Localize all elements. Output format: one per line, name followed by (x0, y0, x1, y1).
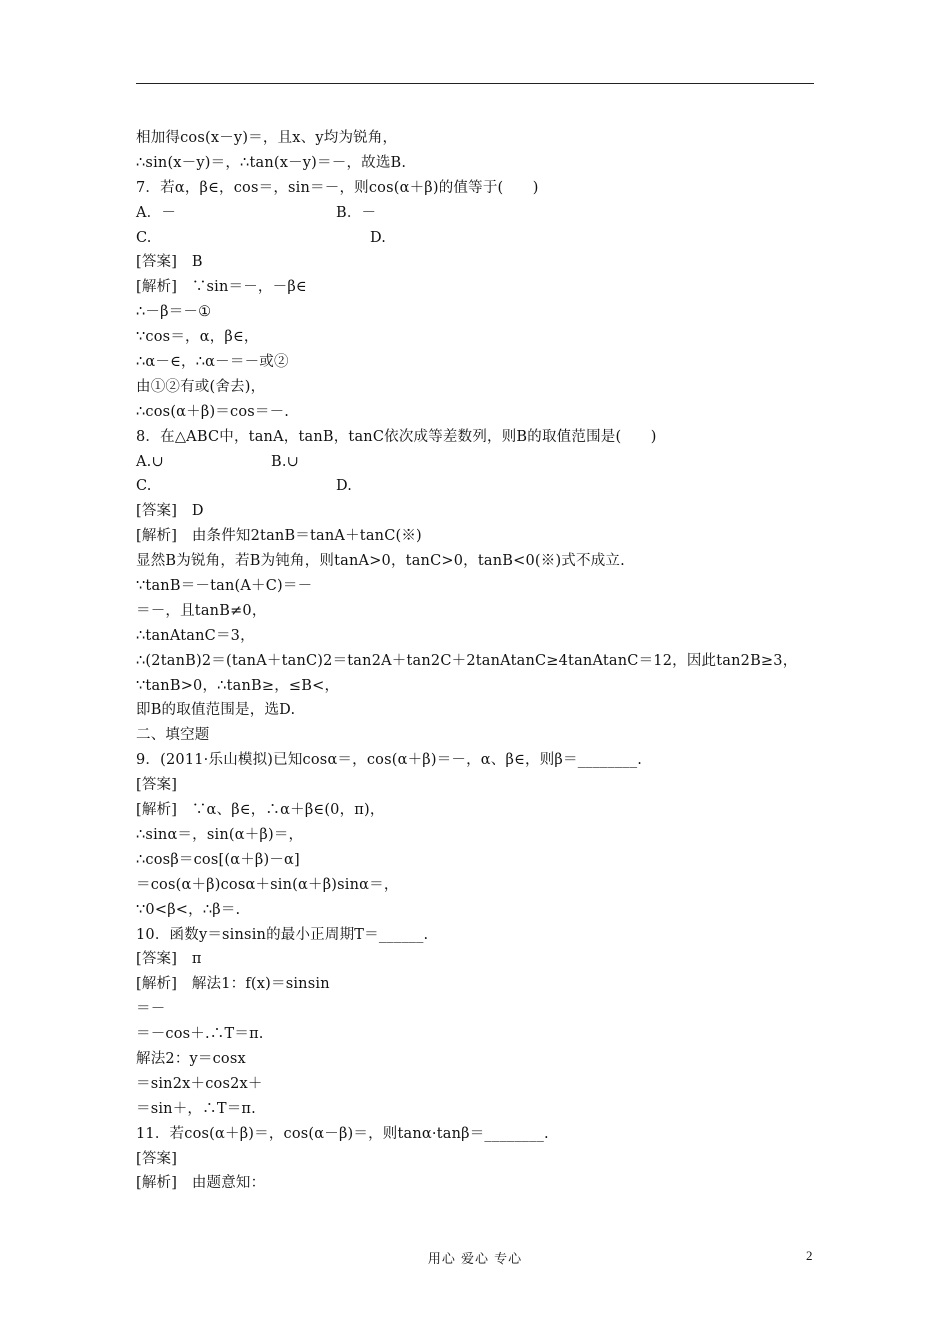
text-line: 10．函数y＝sinsin的最小正周期T＝______. (136, 926, 429, 943)
page-number: 2 (806, 1248, 813, 1263)
choice-row (136, 474, 836, 499)
text-line: [解析] ∵α、β∈，∴α＋β∈(0，π)， (136, 802, 385, 819)
text-line: ＝sin2x＋cos2x＋ (136, 1075, 263, 1092)
choice-option: C. (136, 229, 152, 246)
text-line: [答案] D (136, 503, 204, 520)
document-body (136, 126, 836, 1196)
text-line: 7．若α，β∈，cos＝，sin＝－，则cos(α＋β)的值等于( ) (136, 179, 539, 196)
choice-row (136, 226, 836, 251)
text-line: ∴cos(α＋β)＝cos＝－. (136, 403, 290, 420)
text-line: 相加得cos(x－y)＝，且x、y均为锐角， (136, 130, 398, 146)
text-line: 二、填空题 (136, 727, 210, 744)
text-line: [解析] 解法1：f(x)＝sinsin (136, 976, 330, 993)
text-line: ∵tanB＝－tan(A＋C)＝－ (136, 578, 313, 595)
text-line: 8．在△ABC中，tanA，tanB，tanC依次成等差数列，则B的取值范围是( ) (136, 428, 657, 445)
text-line: ＝－，且tanB≠0， (136, 602, 267, 619)
text-line: 显然B为锐角，若B为钝角，则tanA>0，tanC>0，tanB<0(※)式不成立. (136, 553, 625, 570)
text-line: [答案] π (136, 951, 202, 968)
choice-option: B.∪ (271, 453, 300, 470)
header-rule (136, 83, 814, 84)
text-line: ∵cos＝，α，β∈， (136, 329, 259, 346)
text-line: ＝－ (136, 1001, 166, 1018)
text-line: 即B的取值范围是，选D. (136, 702, 296, 719)
text-line: [解析] 由条件知2tanB＝tanA＋tanC(※) (136, 528, 422, 545)
choice-row (136, 201, 836, 226)
text-line: ＝－cos＋.∴T＝π. (136, 1026, 264, 1043)
choice-row (136, 450, 836, 475)
text-line: 由①②有或(舍去)， (136, 378, 266, 395)
choice-option: B．－ (336, 204, 377, 221)
text-line: ∵0<β<，∴β＝. (136, 901, 241, 918)
text-line: [解析] 由题意知： (136, 1175, 266, 1192)
footer-motto: 用心 爱心 专心 (427, 1252, 523, 1267)
text-line: ∴sin(x－y)＝，∴tan(x－y)＝－，故选B. (136, 154, 407, 171)
choice-option: C. (136, 478, 152, 495)
choice-option: D. (370, 229, 387, 246)
text-line: ∴α－∈，∴α－＝－或② (136, 354, 289, 371)
choice-option: A.∪ (136, 453, 164, 470)
text-line: ∴cosβ＝cos[(α＋β)－α] (136, 851, 300, 868)
text-line: [解析] ∵sin＝－，－β∈ (136, 279, 307, 296)
text-line: ＝sin＋，∴T＝π. (136, 1100, 256, 1117)
text-line: ∴tanAtanC＝3， (136, 627, 255, 644)
choice-option: A．－ (136, 204, 177, 221)
text-line: [答案] B (136, 254, 203, 271)
text-line: ＝cos(α＋β)cosα＋sin(α＋β)sinα＝， (136, 876, 399, 893)
text-line: 解法2：y＝cosx (136, 1050, 246, 1067)
text-line: ∴(2tanB)2＝(tanA＋tanC)2＝tan2A＋tan2C＋2tanAtanC≥4tanAtanC＝12，因此tan2B≥3， (136, 652, 798, 669)
text-line: 11．若cos(α＋β)＝，cos(α－β)＝，则tanα·tanβ＝________. (136, 1125, 549, 1142)
text-line: [答案] (136, 777, 178, 794)
choice-option: D. (336, 478, 353, 495)
text-line: [答案] (136, 1150, 178, 1167)
text-line: ∴－β＝－① (136, 304, 212, 321)
text-line: ∵tanB>0，∴tanB≥，≤B<， (136, 677, 340, 694)
text-line: 9．(2011·乐山模拟)已知cosα＝，cos(α＋β)＝－，α、β∈，则β＝________. (136, 752, 643, 769)
text-line: ∴sinα＝，sin(α＋β)＝， (136, 826, 304, 843)
